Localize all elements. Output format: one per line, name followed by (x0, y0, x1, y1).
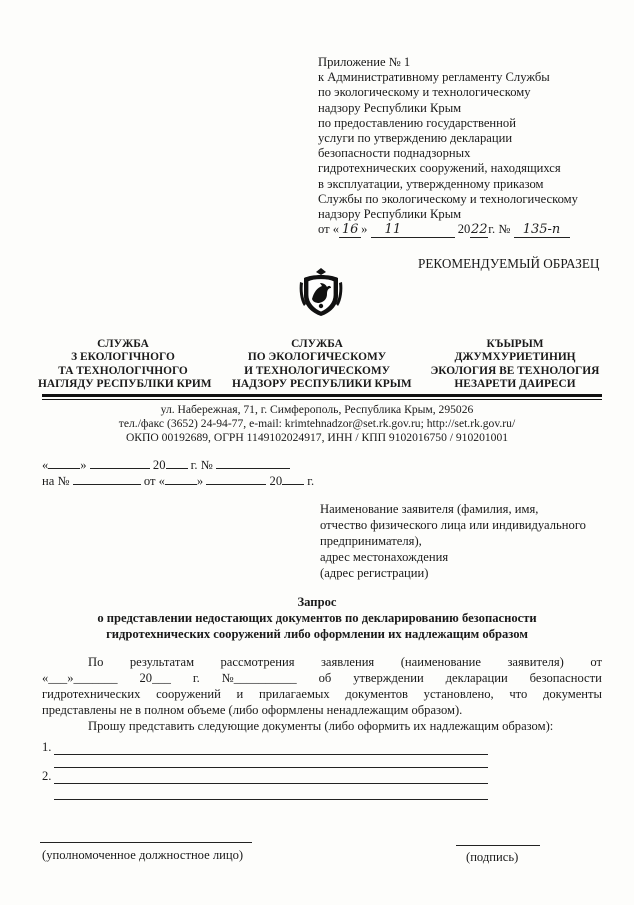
signature-line[interactable] (456, 845, 540, 846)
header-line: НЕЗАРЕТИ ДАИРЕСИ (454, 378, 576, 391)
reg-in-number-label: на № (42, 474, 70, 488)
signature-label: (подпись) (466, 850, 519, 864)
header-ukrainian (38, 338, 212, 392)
body-word: рассмотрения (220, 655, 295, 669)
body-word: г. (192, 671, 200, 685)
header-line: ПО ЭКОЛОГИЧЕСКОМУ (247, 351, 387, 364)
order-date-year-suffix: г. № (488, 222, 511, 237)
order-date-year: 22 (471, 222, 488, 238)
order-date-quote: » (361, 222, 368, 237)
recommended-sample-label: РЕКОМЕНДУЕМЫЙ ОБРАЗЕЦ (418, 256, 600, 271)
annex-line: в эксплуатации, утвержденному приказом (318, 176, 544, 191)
annex-line: к Административному регламенту Службы (318, 70, 550, 85)
body-word: декларации (445, 671, 508, 685)
header-line: ЭКОЛОГИЯ ВЕ ТЕХНОЛОГИЯ (430, 364, 600, 377)
body-row-4: представлены не в полном объеме (либо оформлены ненадлежащим образом). (42, 703, 463, 717)
reg-day-blank (48, 457, 80, 469)
body-word: сооружений (156, 687, 221, 701)
annex-line: Приложение № 1 (318, 55, 411, 69)
body-word: утверждении (353, 671, 424, 685)
list-number-2: 2. (42, 769, 52, 783)
header-line: НАДЗОРУ РЕСПУБЛИКИ КРЫМ (232, 378, 412, 391)
document-title (0, 594, 634, 642)
reg-in-year-suffix: г. (307, 474, 315, 488)
body-word: заявления (320, 655, 375, 669)
body-row-3 (42, 686, 602, 702)
annex-line: Службы по экологическому и технологическому (318, 191, 578, 206)
header-divider-thick (42, 394, 602, 397)
body-word: документов (345, 687, 408, 701)
header-line: СЛУЖБА (97, 338, 149, 350)
document-line[interactable] (54, 754, 488, 755)
crimea-coat-of-arms-icon (298, 266, 344, 318)
contact-address: ул. Набережная, 71, г. Симферополь, Республика Крым, 295026 (160, 403, 474, 416)
reg-quote-close: » (80, 458, 87, 472)
official-signature-line[interactable] (40, 842, 252, 843)
addressee-line: (адрес регистрации) (320, 566, 429, 580)
annex-line: гидротехнических сооружений, находящихся (318, 161, 561, 176)
outgoing-reg-line (42, 457, 290, 473)
reg-in-number-blank (73, 473, 141, 485)
annex-line: услуги по утверждению декларации (318, 131, 513, 146)
body-word: 20___ (139, 671, 171, 685)
body-word: документы (542, 687, 602, 701)
header-line: З ЕКОЛОГІЧНОГО (71, 351, 175, 364)
body-word: от (590, 655, 602, 669)
body-row-1 (42, 654, 602, 670)
header-crimean-tatar (430, 338, 600, 392)
body-word: об (318, 671, 332, 685)
document-line[interactable] (54, 799, 488, 800)
body-word: (наименование (400, 655, 481, 669)
order-date-day: 16 (339, 222, 361, 238)
reg-in-year-prefix: 20 (269, 474, 283, 488)
reg-in-month-blank (206, 473, 266, 485)
body-word: безопасности (529, 671, 602, 685)
list-number-1: 1. (42, 740, 52, 754)
annex-line: надзору Республики Крым (318, 100, 462, 115)
header-divider-thin (42, 399, 602, 400)
body-word: заявителя) (507, 655, 564, 669)
annex-line: по предоставлению государственной (318, 115, 516, 130)
header-russian (232, 338, 412, 392)
order-date-prefix: от « (318, 222, 340, 237)
document-line[interactable] (54, 783, 488, 784)
reg-year-prefix: 20 (152, 458, 166, 472)
reg-number-label: г. № (190, 458, 213, 472)
title-line: Запрос (297, 595, 337, 609)
contact-phone: тел./факс (3652) 24-94-77, e-mail: krimtehnadzor@set.rk.gov.ru; http://set.rk.gov.ru/ (118, 417, 516, 430)
addressee-block (320, 501, 586, 581)
reg-in-quote-close: » (196, 474, 204, 488)
header-line: ДЖУМХУРИЕТИНИҢ (454, 351, 576, 364)
header-line: И ТЕХНОЛОГИЧЕСКОМУ (244, 364, 390, 377)
reg-in-date-label: от « (143, 474, 165, 488)
reg-month-blank (90, 457, 150, 469)
order-date-line (318, 222, 618, 240)
reg-year-blank (166, 457, 188, 469)
reg-in-year-blank (282, 473, 304, 485)
body-word: результатам (129, 655, 195, 669)
body-word: гидротехнических (42, 687, 141, 701)
annex-line: по экологическому и технологическому (318, 85, 531, 100)
header-line: ТА ТЕХНОЛОГІЧНОГО (58, 364, 188, 377)
annex-line: надзору Республики Крым (318, 207, 462, 222)
body-word: «___»_______ (42, 671, 118, 685)
body-word: и (236, 687, 244, 701)
document-line[interactable] (54, 767, 488, 768)
reg-quote-open: « (42, 458, 49, 472)
contact-block (0, 403, 634, 445)
order-number: 135-п (514, 222, 570, 238)
body-word: установлено, (423, 687, 494, 701)
official-label: (уполномоченное должностное лицо) (42, 848, 244, 862)
reg-in-day-blank (165, 473, 197, 485)
addressee-line: Наименование заявителя (фамилия, имя, (320, 502, 539, 516)
request-body (42, 654, 602, 734)
addressee-line: отчество физического лица или индивидуального (320, 518, 586, 532)
order-date-month: 11 (371, 222, 455, 238)
addressee-line: адрес местонахождения (320, 550, 449, 564)
body-word: По (88, 655, 104, 669)
header-line: СЛУЖБА (291, 338, 343, 350)
annex-line: безопасности поднадзорных (318, 146, 471, 161)
header-line: КЪЫРЫМ (486, 338, 544, 350)
body-row-5: Прошу представить следующие документы (либо оформить их надлежащим образом): (88, 719, 554, 733)
header-line: НАГЛЯДУ РЕСПУБЛІКИ КРИМ (38, 378, 212, 391)
title-line: о представлении недостающих документов по декларированию безопасности (97, 611, 537, 625)
title-line: гидротехнических сооружений либо оформлении их надлежащим образом (106, 627, 528, 641)
contact-codes: ОКПО 00192689, ОГРН 1149102024917, ИНН / КПП 9102016750 / 910201001 (125, 431, 509, 444)
reg-number-blank (216, 457, 290, 469)
body-word: №__________ (221, 671, 297, 685)
addressee-line: предпринимателя), (320, 534, 422, 548)
body-row-2 (42, 670, 602, 686)
annex-block (318, 55, 618, 240)
body-word: что (509, 687, 528, 701)
order-date-year-prefix: 20 (457, 222, 471, 237)
body-word: прилагаемых (258, 687, 330, 701)
incoming-reg-line (42, 473, 314, 489)
